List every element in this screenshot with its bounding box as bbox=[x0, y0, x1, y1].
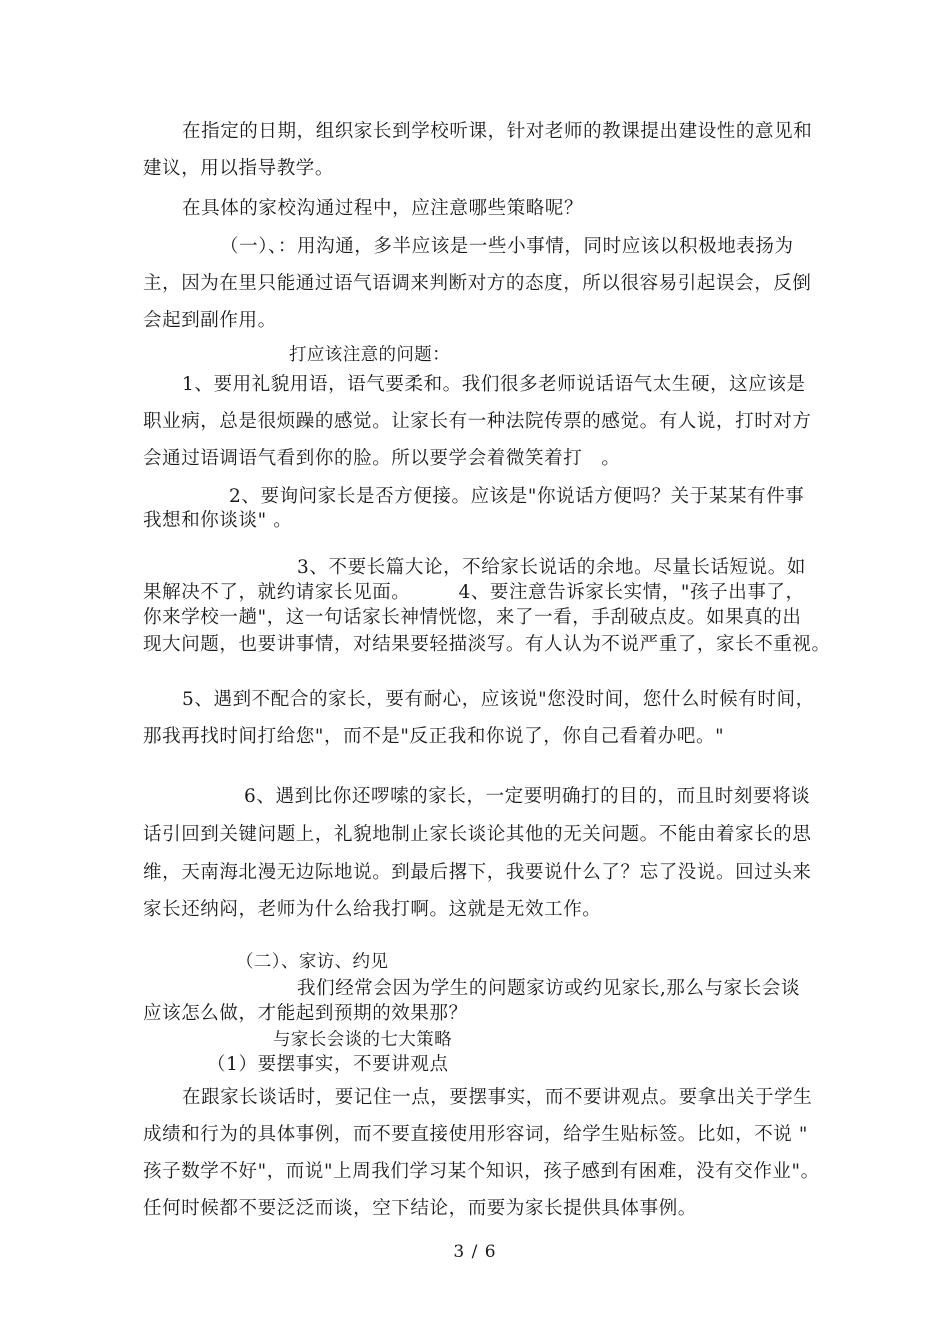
paragraph-line: 我想和你谈谈" 。 bbox=[143, 510, 293, 531]
paragraph-line: 职业病，总是很烦躁的感觉。让家长有一种法院传票的感觉。有人说，打时对方 bbox=[143, 411, 812, 432]
subheading: 与家长会谈的七大策略 bbox=[273, 1030, 452, 1050]
paragraph-line: 孩子数学不好"，而说"上周我们学习某个知识，孩子感到有困难，没有交作业"。 bbox=[143, 1161, 820, 1182]
paragraph-line: 成绩和行为的具体事例，而不要直接使用形容词，给学生贴标签。比如，不说 " bbox=[143, 1124, 808, 1145]
paragraph-line: 建议，用以指导教学。 bbox=[143, 158, 335, 179]
paragraph-line: 你来学校一趟"，这一句话家长神情恍惚，来了一看，手刮破点皮。如果真的出 bbox=[143, 607, 802, 628]
list-item: 3、不要长篇大论，不给家长说话的余地。尽量长话短说。如 bbox=[297, 557, 806, 578]
paragraph-line: 现大问题，也要讲事情，对结果要轻描淡写。有人认为不说严重了，家长不重视。 bbox=[143, 634, 831, 655]
paragraph-line: 会通过语调语气看到你的脸。所以要学会着微笑着打 。 bbox=[143, 448, 621, 469]
paragraph-line: 在具体的家校沟通过程中，应注意哪些策略呢？ bbox=[182, 198, 584, 219]
subheading: 打应该注意的问题： bbox=[289, 345, 451, 365]
subheading: （1）要摆事实，不要讲观点 bbox=[207, 1054, 449, 1075]
page-number: 3 / 6 bbox=[453, 1242, 497, 1262]
paragraph-line: 会起到副作用。 bbox=[143, 310, 277, 331]
paragraph-line: 在跟家长谈话时，要记住一点，要摆事实，而不要讲观点。要拿出关于学生 bbox=[182, 1087, 813, 1108]
paragraph-line: 家长还纳闷，老师为什么给我打啊。这就是无效工作。 bbox=[143, 899, 602, 920]
list-item: 1、要用礼貌用语，语气要柔和。我们很多老师说话语气太生硬，这应该是 bbox=[182, 374, 806, 395]
section-heading: （二）、家访、约见 bbox=[236, 952, 389, 972]
paragraph-line: 维，天南海北漫无边际地说。到最后撂下，我要说什么了？忘了没说。回过头来 bbox=[143, 862, 812, 883]
list-item: 2、要询问家长是否方便接。应该是"你说话方便吗？关于某某有件事 bbox=[229, 486, 805, 507]
paragraph-line: 任何时候都不要泛泛而谈，空下结论，而要为家长提供具体事例。 bbox=[143, 1198, 697, 1219]
paragraph-line: 应该怎么做，才能起到预期的效果那？ bbox=[143, 1003, 468, 1024]
list-item: 5、遇到不配合的家长，要有耐心，应该说"您没时间，您什么时候有时间， bbox=[182, 689, 815, 710]
paragraph-line: 主，因为在里只能通过语气语调来判断对方的态度，所以很容易引起误会，反倒 bbox=[143, 273, 812, 294]
list-item: 6、遇到比你还啰嗦的家长，一定要明确打的目的，而且时刻要将谈 bbox=[244, 786, 811, 807]
paragraph-line: 果解决不了，就约请家长见面。 4、要注意告诉家长实情，"孩子出事了， bbox=[143, 582, 805, 603]
paragraph-line: 话引回到关键问题上，礼貌地制止家长谈论其他的无关问题。不能由着家长的思 bbox=[143, 824, 812, 845]
section-heading: （一）、：用沟通，多半应该是一些小事情，同时应该以积极地表扬为 bbox=[220, 236, 794, 257]
paragraph-line: 在指定的日期，组织家长到学校听课，针对老师的教课提出建设性的意见和 bbox=[182, 121, 813, 142]
paragraph-line: 我们经常会因为学生的问题家访或约见家长,那么与家长会谈 bbox=[297, 978, 801, 999]
paragraph-line: 那我再找时间打给您"，而不是"反正我和你说了，你自己看着办吧。" bbox=[143, 726, 725, 747]
